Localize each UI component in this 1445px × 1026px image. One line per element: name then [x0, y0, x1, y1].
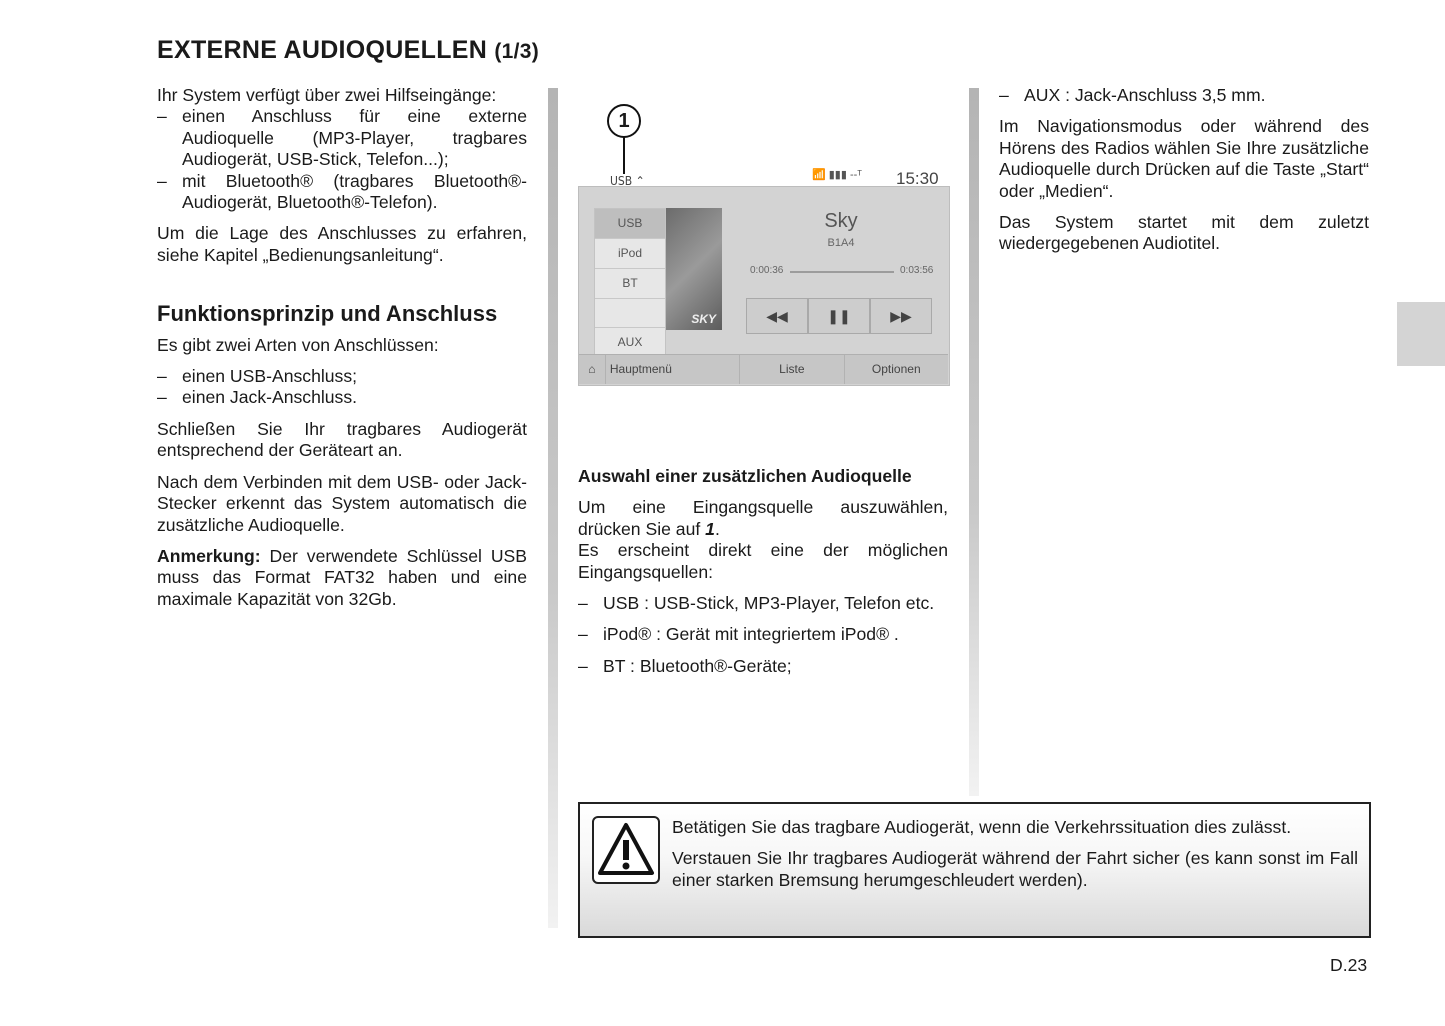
- column-right: [999, 85, 1369, 265]
- list-item: – einen Jack-Anschluss.: [157, 387, 358, 408]
- time-total: 0:03:56: [900, 265, 934, 276]
- nav-text: Im Navigationsmodus oder während des Hörens des Radios wählen Sie Ihre zusätzliche Audioquelle durch Drücken auf die Taste „Start“ oder „Medien“.: [999, 116, 1369, 201]
- source-selector: USB ⌃: [610, 174, 645, 188]
- pause-icon: ❚❚: [808, 298, 870, 334]
- track-artist: B1A4: [827, 237, 855, 249]
- note-text: Der verwendete Schlüssel USB muss das Format FAT32 haben und eine maximale Kapazität von 32Gb.: [157, 545, 527, 609]
- track-title: Sky: [824, 210, 858, 232]
- intro-text: Ihr System verfügt über zwei Hilfseingänge:: [157, 85, 497, 105]
- progress-bar: [790, 271, 894, 273]
- page-title: EXTERNE AUDIOQUELLEN (1/3): [157, 36, 540, 64]
- warning-icon: [592, 816, 660, 884]
- source-item-empty: [595, 299, 665, 328]
- source-item-aux: AUX: [617, 335, 643, 349]
- select-text: Um eine Eingangsquelle auszuwählen, drücken Sie auf 1.: [578, 497, 948, 539]
- subsection-heading: Auswahl einer zusätzlichen Audioquelle: [578, 466, 912, 486]
- source-menu: [594, 208, 666, 356]
- list-item: – mit Bluetooth® (tragbares Bluetooth®-Audiogerät, Bluetooth®-Telefon).: [157, 170, 527, 213]
- page-number: D.23: [1330, 955, 1368, 975]
- list-item: – iPod® : Gerät mit integriertem iPod® .: [578, 624, 899, 645]
- warning-box: [578, 802, 1371, 938]
- note-label: Anmerkung:: [157, 545, 261, 566]
- rewind-icon: ◀◀: [746, 298, 808, 334]
- time-elapsed: 0:00:36: [750, 265, 784, 276]
- callout-reference: 1: [705, 518, 715, 539]
- album-cover: [664, 208, 722, 330]
- column-left: [157, 85, 527, 620]
- list-item: – BT : Bluetooth®-Geräte;: [578, 655, 792, 676]
- section-heading: Funktionsprinzip und Anschluss: [157, 301, 498, 327]
- source-item-ipod: iPod: [595, 239, 665, 269]
- detect-text: Nach dem Verbinden mit dem USB- oder Jack-Stecker erkennt das System automatisch die zusätzliche Audioquelle.: [157, 471, 527, 535]
- cover-text: SKY: [691, 312, 716, 326]
- source-item-bt: BT: [595, 269, 665, 299]
- column-separator: [548, 88, 558, 928]
- status-icons: 📶 ▮▮▮ --ᵀ: [812, 169, 863, 181]
- list-item: – USB : USB-Stick, MP3-Player, Telefon etc.: [578, 593, 935, 614]
- connect-text: Schließen Sie Ihr tragbares Audiogerät entsprechend der Geräteart an.: [157, 418, 527, 461]
- screen-bottom-bar: [579, 354, 948, 384]
- warning-line: Betätigen Sie das tragbare Audiogerät, wenn die Verkehrssituation dies zulässt.: [672, 817, 1292, 837]
- column-middle: [578, 466, 948, 687]
- column-separator: [969, 88, 979, 796]
- location-text: Um die Lage des Anschlusses zu erfahren, siehe Kapitel „Bedienungsanleitung“.: [157, 223, 527, 265]
- callout-number: 1: [607, 104, 641, 138]
- list-item: – einen USB-Anschluss;: [157, 366, 358, 387]
- source-item-usb: USB: [595, 209, 665, 239]
- tab-options: Optionen: [871, 362, 921, 376]
- tab-list: Liste: [740, 355, 844, 384]
- note: [157, 546, 527, 610]
- playback-controls: [746, 298, 932, 334]
- resume-text: Das System startet mit dem zuletzt wiedergegebenen Audiotitel.: [999, 212, 1369, 254]
- callout-line: [623, 136, 625, 174]
- chapter-tab: [1397, 302, 1445, 366]
- page-title-part: (1/3): [494, 40, 540, 63]
- warning-line: Verstauen Sie Ihr tragbares Audiogerät während der Fahrt sicher (es kann sonst im Fall einer starken Bremsung herumgeschleudert werden).: [672, 848, 1358, 890]
- tab-main-menu: Hauptmenü: [606, 355, 740, 384]
- warning-text: [672, 817, 1358, 901]
- list-item: – AUX : Jack-Anschluss 3,5 mm.: [999, 85, 1266, 105]
- appears-text: Es erscheint direkt eine der möglichen Eingangsquellen:: [578, 540, 948, 582]
- types-intro: Es gibt zwei Arten von Anschlüssen:: [157, 334, 439, 355]
- forward-icon: ▶▶: [870, 298, 932, 334]
- list-item: – einen Anschluss für eine externe Audioquelle (MP3-Player, tragbares Audiogerät, USB-Stick, Telefon...);: [157, 106, 527, 170]
- home-icon: ⌂: [579, 355, 606, 384]
- clock: 15:30: [896, 169, 939, 188]
